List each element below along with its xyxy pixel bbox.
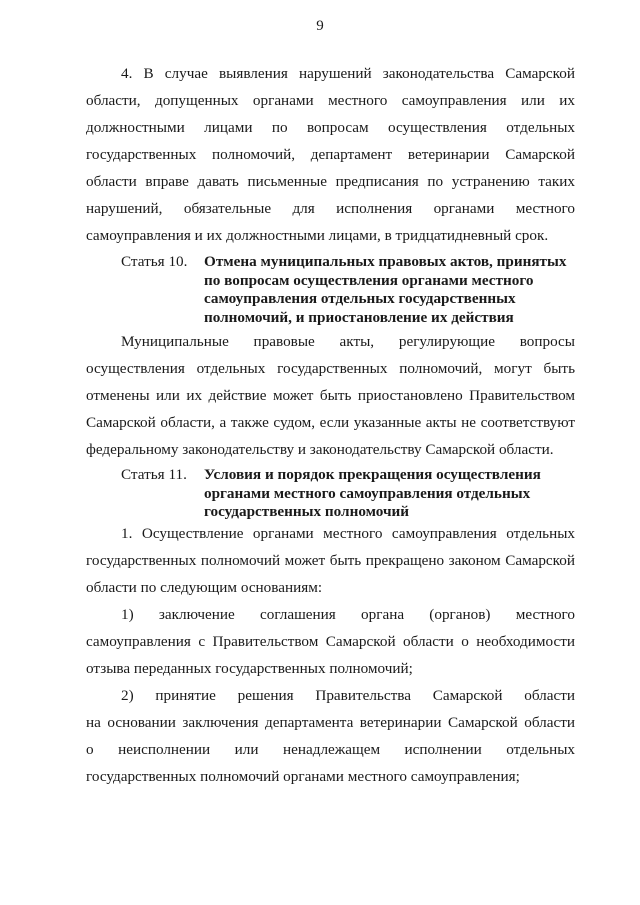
text-line: государственных полномочий, департамент ветеринарии Самарской [86, 146, 575, 163]
title-line: государственных полномочий [204, 503, 410, 520]
text-line: на основании заключения департамента ветеринарии Самарской области [86, 714, 575, 731]
text-line: должностными лицами по вопросам осуществления отдельных [86, 119, 575, 136]
text-line: Муниципальные правовые акты, регулирующие вопросы [121, 333, 575, 350]
text-line: 4. В случае выявления нарушений законодательства Самарской [121, 65, 575, 82]
text-line: осуществления отдельных государственных полномочий, могут быть [86, 360, 575, 377]
title-line: по вопросам осуществления органами местного [204, 271, 534, 289]
title-line: Условия и порядок прекращения осуществления [204, 466, 541, 483]
text-line: отзыва переданных государственных полномочий; [86, 660, 413, 677]
page-number: 9 [316, 18, 324, 34]
title-line: полномочий, и приостановление их действия [204, 308, 514, 326]
title-line: самоуправления отдельных государственных [204, 290, 516, 307]
text-line: государственных полномочий органами местного самоуправления; [86, 768, 520, 785]
title-line: Отмена муниципальных правовых актов, принятых [204, 253, 567, 270]
text-line: нарушений, обязательные для исполнения органами местного [86, 200, 575, 217]
text-line: федеральному законодательству и законодательству Самарской области. [86, 441, 554, 458]
text-line: Самарской области, а также судом, если указанные акты не соответствуют [86, 414, 575, 431]
article-11-label: Статья 11. [121, 466, 187, 483]
article-11-title [204, 466, 576, 522]
text-line: отменены или их действие может быть приостановлено Правительством [86, 387, 575, 404]
text-line: области по следующим основаниям: [86, 579, 323, 596]
text-line: 2) принятие решения Правительства Самарской области [121, 687, 575, 704]
text-line: о неисполнении или ненадлежащем исполнении отдельных [86, 741, 575, 758]
article-10-title [204, 253, 576, 327]
text-line: 1) заключение соглашения органа (органов) местного [121, 606, 575, 623]
article-10-label: Статья 10. [121, 253, 188, 270]
text-line: самоуправления и их должностными лицами, в тридцатидневный срок. [86, 227, 549, 244]
text-line: 1. Осуществление органами местного самоуправления отдельных [121, 525, 575, 542]
title-line: органами местного самоуправления отдельных [204, 484, 531, 502]
text-line: государственных полномочий может быть прекращено законом Самарской [86, 552, 575, 569]
text-line: области вправе давать письменные предписания по устранению таких [86, 173, 575, 190]
text-line: самоуправления с Правительством Самарской области о необходимости [86, 633, 575, 650]
text-line: области, допущенных органами местного самоуправления или их [86, 92, 575, 109]
